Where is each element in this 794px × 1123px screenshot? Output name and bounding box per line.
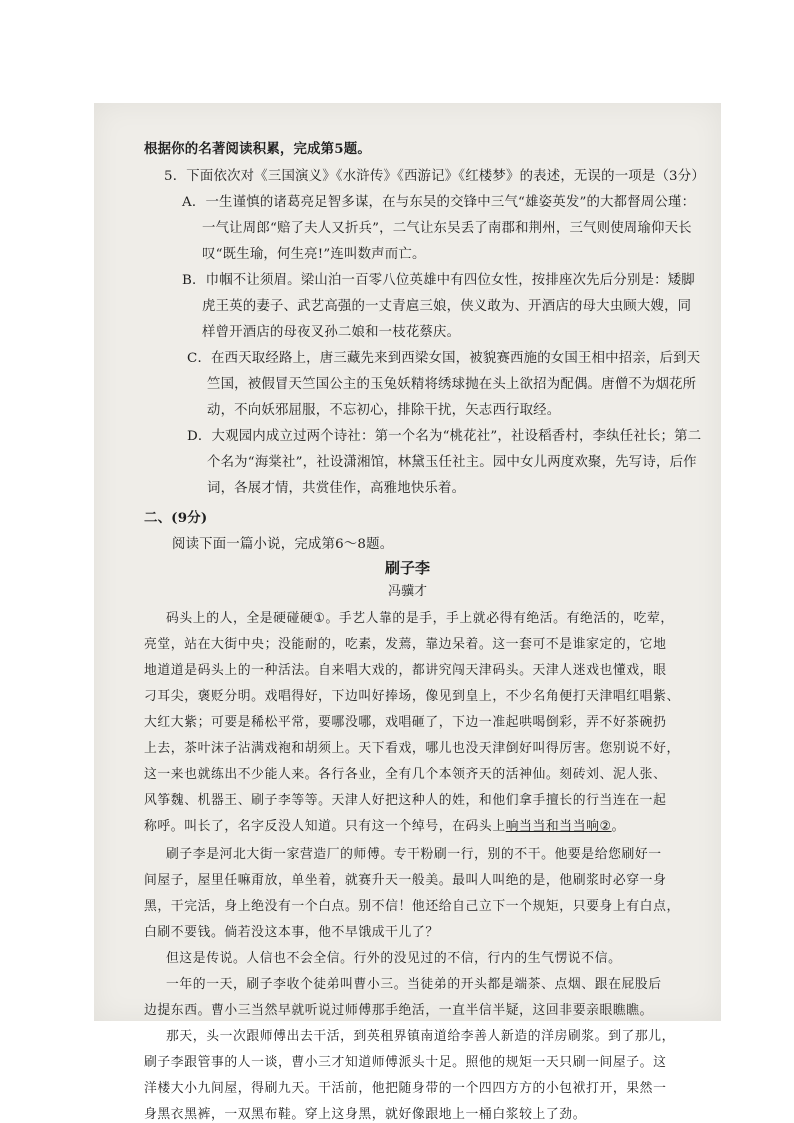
underlined-phrase: 响当当和当当响② bbox=[505, 819, 612, 834]
story-author: 冯骥才 bbox=[387, 584, 427, 599]
option-c-line-3: 动，不向妖邪屈服，不忘初心，排除干扰，矢志西行取经。 bbox=[207, 403, 561, 418]
question-5-stem: 5．下面依次对《三国演义》《水浒传》《西游记》《红楼梦》的表述，无误的一项是（3分） bbox=[164, 169, 705, 184]
story-p2-line-3: 黑，干完活，身上绝没有一个白点。别不信！他还给自己立下一个规矩，只要身上有白点， bbox=[144, 899, 680, 914]
story-p5-line-1: 那天，头一次跟师傅出去干活，到英租界镇南道给李善人新造的洋房刷浆。到了那儿， bbox=[166, 1029, 676, 1044]
story-p1-line-5: 大红大紫；可要是稀松平常，要哪没哪，戏唱砸了，下边一准起哄喝倒彩，弄不好茶碗扔 bbox=[144, 715, 667, 730]
option-c-line-2: 竺国，被假冒天竺国公主的玉兔妖精将绣球抛在头上欲招为配偶。唐僧不为烟花所 bbox=[207, 377, 697, 392]
story-p4-line-2: 边提东西。曹小三当然早就听说过师傅那手绝活，一直半信半疑，这回非要亲眼瞧瞧。 bbox=[144, 1003, 654, 1018]
story-p1-line-3: 地道道是码头上的一种活法。自来唱大戏的，都讲究闯天津码头。天津人迷戏也懂戏，眼 bbox=[144, 663, 667, 678]
option-d-line-1: D．大观园内成立过两个诗社：第一个名为“桃花社”，社设稻香村，李纨任社长；第二 bbox=[187, 429, 702, 444]
option-c-line-1: C．在西天取经路上，唐三藏先来到西梁女国，被貌赛西施的女国王相中招亲，后到天 bbox=[187, 351, 701, 366]
story-p2-line-4: 白刷不要钱。倘若没这本事，他不早饿成干儿了？ bbox=[144, 925, 439, 940]
option-b-line-1: B．巾帼不让须眉。梁山泊一百零八位英雄中有四位女性，按排座次先后分别是：矮脚 bbox=[182, 273, 695, 288]
story-p1-line-9-text: 称呼。叫长了，名字反没人知道。只有这一个绰号，在码头上 bbox=[144, 819, 506, 834]
story-p1-line-9 bbox=[144, 815, 625, 834]
exam-page bbox=[94, 103, 721, 1122]
reading-intro: 根据你的名著阅读积累，完成第5题。 bbox=[144, 141, 371, 157]
bleed-through bbox=[394, 131, 398, 145]
option-a-line-2: 一气让周郎“赔了夫人又折兵”，二气让东吴丢了南郡和荆州，三气则使周瑜仰天长 bbox=[202, 221, 692, 236]
story-title: 刷子李 bbox=[384, 559, 430, 577]
story-p1-line-1: 码头上的人，全是硬碰硬①。手艺人靠的是手，手上就必得有绝活。有绝活的，吃荤， bbox=[166, 611, 674, 626]
story-p2-line-2: 间屋子，屋里任嘛甭放，单坐着，就赛升天一般美。最叫人叫绝的是，他刷浆时必穿一身 bbox=[144, 873, 667, 888]
story-p5-line-2: 刷子李跟管事的人一谈，曹小三才知道师傅派头十足。照他的规矩一天只刷一间屋子。这 bbox=[144, 1055, 667, 1070]
story-p1-line-6: 上去，茶叶沫子沾满戏袍和胡须上。天下看戏，哪儿也没天津倒好叫得厉害。您别说不好， bbox=[144, 741, 680, 756]
story-p3: 但这是传说。人信也不会全信。行外的没见过的不信，行内的生气愣说不信。 bbox=[166, 951, 622, 966]
option-d-line-2: 个名为“海棠社”，社设潇湘馆，林黛玉任社主。园中女儿两度欢聚，先写诗，后作 bbox=[207, 455, 697, 470]
story-p1-line-4: 刁耳尖，褒贬分明。戏唱得好，下边叫好捧场，像见到皇上，不少名角便打天津唱红唱紫、 bbox=[144, 689, 680, 704]
story-p2-line-1: 刷子李是河北大街一家营造厂的师傅。专干粉刷一行，别的不干。他要是给您刷好一 bbox=[166, 847, 662, 862]
option-a-line-3: 叹“既生瑜，何生亮!”连叫数声而亡。 bbox=[202, 247, 426, 262]
story-p1-end: 。 bbox=[611, 819, 625, 834]
option-a-line-1: A．一生谨慎的诸葛亮足智多谋，在与东吴的交锋中三气“雄姿英发”的大都督周公瑾： bbox=[182, 195, 696, 210]
story-p4-line-1: 一年的一天，刷子李收个徒弟叫曹小三。当徒弟的开头都是端茶、点烟、跟在屁股后 bbox=[166, 977, 662, 992]
story-p1-line-2: 亮堂，站在大街中央；没能耐的，吃素，发蔫，靠边呆着。这一套可不是谁家定的，它地 bbox=[144, 637, 667, 652]
story-p1-line-7: 这一来也就练出不少能人来。各行各业，全有几个本领齐天的活神仙。刻砖刘、泥人张、 bbox=[144, 767, 667, 782]
story-p5-line-3: 洋楼大小九间屋，得刷九天。干活前，他把随身带的一个四四方方的小包袱打开，果然一 bbox=[144, 1081, 667, 1096]
option-d-line-3: 词，各展才情，共赏佳作，高雅地快乐着。 bbox=[207, 481, 466, 496]
story-p5-line-4: 身黑衣黑裤，一双黑布鞋。穿上这身黑，就好像跟地上一桶白浆较上了劲。 bbox=[144, 1107, 587, 1122]
option-b-line-2: 虎王英的妻子、武艺高强的一丈青扈三娘，侠义敢为、开酒店的母大虫顾大嫂，同 bbox=[202, 299, 692, 314]
section-2-instruction: 阅读下面一篇小说，完成第6～8题。 bbox=[172, 537, 394, 552]
option-b-line-3: 样曾开酒店的母夜叉孙二娘和一枝花蔡庆。 bbox=[202, 325, 461, 340]
story-p1-line-8: 风筝魏、机器王、刷子李等等。天津人好把这种人的姓，和他们拿手擅长的行当连在一起 bbox=[144, 793, 667, 808]
section-2-heading: 二、(9分) bbox=[144, 510, 208, 526]
